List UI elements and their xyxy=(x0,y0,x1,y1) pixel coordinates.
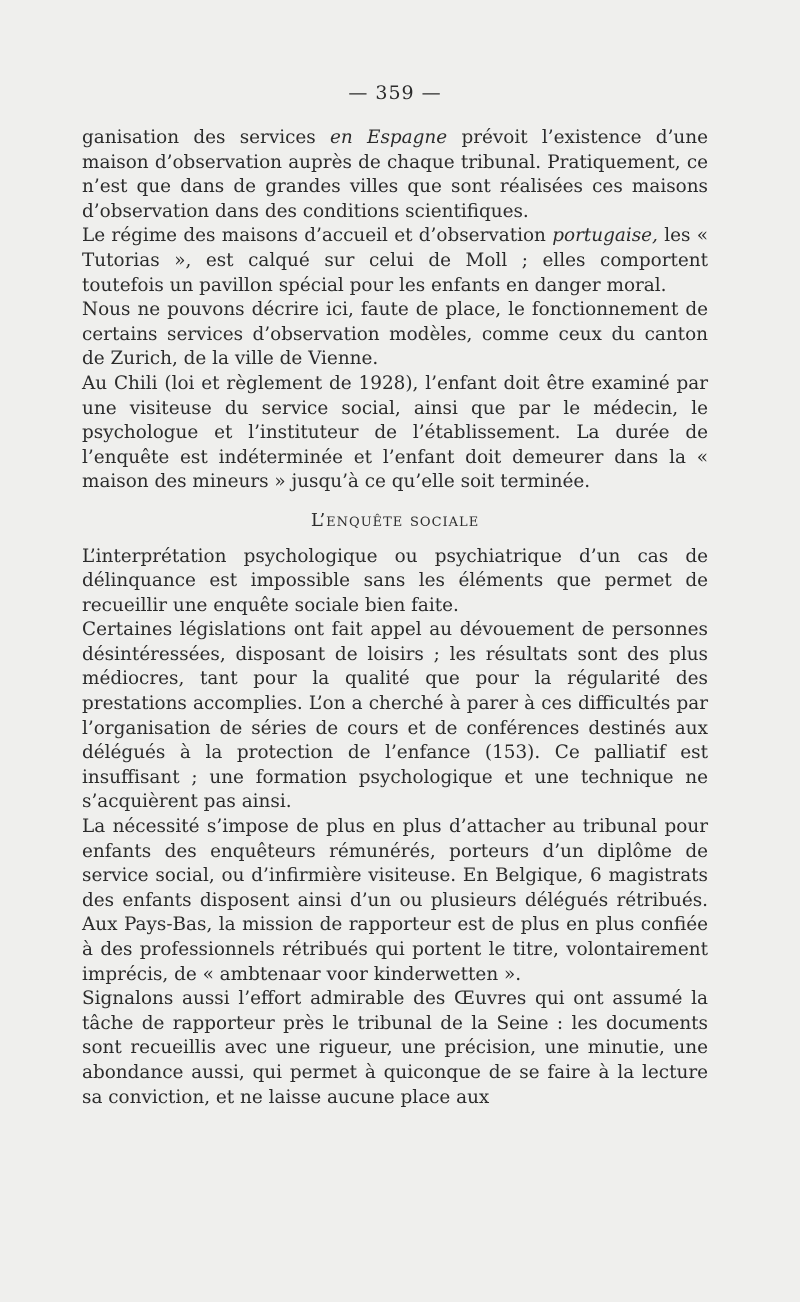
italic-country-spain: en Espagne xyxy=(330,127,448,148)
paragraph-text: les « Tutorias », est calqué sur celui de Moll ; elles comportent toutefois un pavillon spécial pour les enfants en danger moral. xyxy=(82,225,709,296)
body-text xyxy=(82,126,708,1110)
section-heading: L’enquête sociale xyxy=(310,509,480,531)
italic-country-portugal: portugaise, xyxy=(552,225,658,247)
paragraph-text: prévoit l’existence d’une maison d’observation auprès de chaque tribunal. Pratiquement, ce n’est que dans de grandes villes que sont réalisées ces maisons d’observation dans des conditions scientifiques. xyxy=(82,127,708,222)
page-number: — 359 — xyxy=(348,82,442,104)
paragraph-oeuvres: Signalons aussi l’effort admirable des Œuvres qui ont assumé la tâche de rapporteur près le tribunal de la Seine : les documents sont recueillis avec une rigueur, une précision, une minutie, une abondance aussi, qui permet à quiconque de se faire à la lecture sa conviction, et ne laisse aucune place aux xyxy=(82,988,708,1108)
paragraph-interpretation: L’interprétation psychologique ou psychiatrique d’un cas de délinquance est impossible sans les éléments que permet de recueillir une enquête sociale bien faite. xyxy=(82,545,708,616)
paragraph-models: Nous ne pouvons décrire ici, faute de place, le fonctionnement de certains services d’observation modèles, comme ceux du canton de Zurich, de la ville de Vienne. xyxy=(82,299,708,370)
paragraph-chile: Au Chili (loi et règlement de 1928), l’enfant doit être examiné par une visiteuse du service social, ainsi que par le médecin, le psychologue et l’instituteur de l’établissement. La durée de l’enquête est indéterminée et l’enfant doit demeurer dans la « maison des mineurs » jusqu’à ce qu’elle soit terminée. xyxy=(82,372,708,493)
paragraph-spain xyxy=(82,126,708,224)
paragraph-necessity: La nécessité s’impose de plus en plus d’attacher au tribunal pour enfants des enquêteurs rémunérés, porteurs d’un diplôme de service social, ou d’infirmière visiteuse. En Belgique, 6 magistrats des enfants disposent ainsi d’un ou plusieurs délégués rétribués. Aux Pays-Bas, la mission de rapporteur est de plus en plus confiée à des professionnels rétribués qui portent le titre, volontairement imprécis, de « ambtenaar voor kinderwetten ». xyxy=(82,816,708,985)
paragraph-text: Le régime des maisons d’accueil et d’observation xyxy=(82,225,553,247)
book-page xyxy=(82,0,708,1302)
paragraph-portugal xyxy=(82,224,708,298)
paragraph-text: ganisation des services xyxy=(82,127,331,148)
paragraph-legislations: Certaines législations ont fait appel au dévouement de personnes désintéressées, disposant de loisirs ; les résultats sont des plus médiocres, tant pour la qualité que pour la régularité des prestations accomplies. L’on a cherché à parer à ces difficultés par l’organisation de séries de cours et de conférences destinés aux délégués à la protection de l’enfance (153). Ce palliatif est insuffisant ; une formation psychologique et une technique ne s’acquièrent pas ainsi. xyxy=(82,619,708,813)
